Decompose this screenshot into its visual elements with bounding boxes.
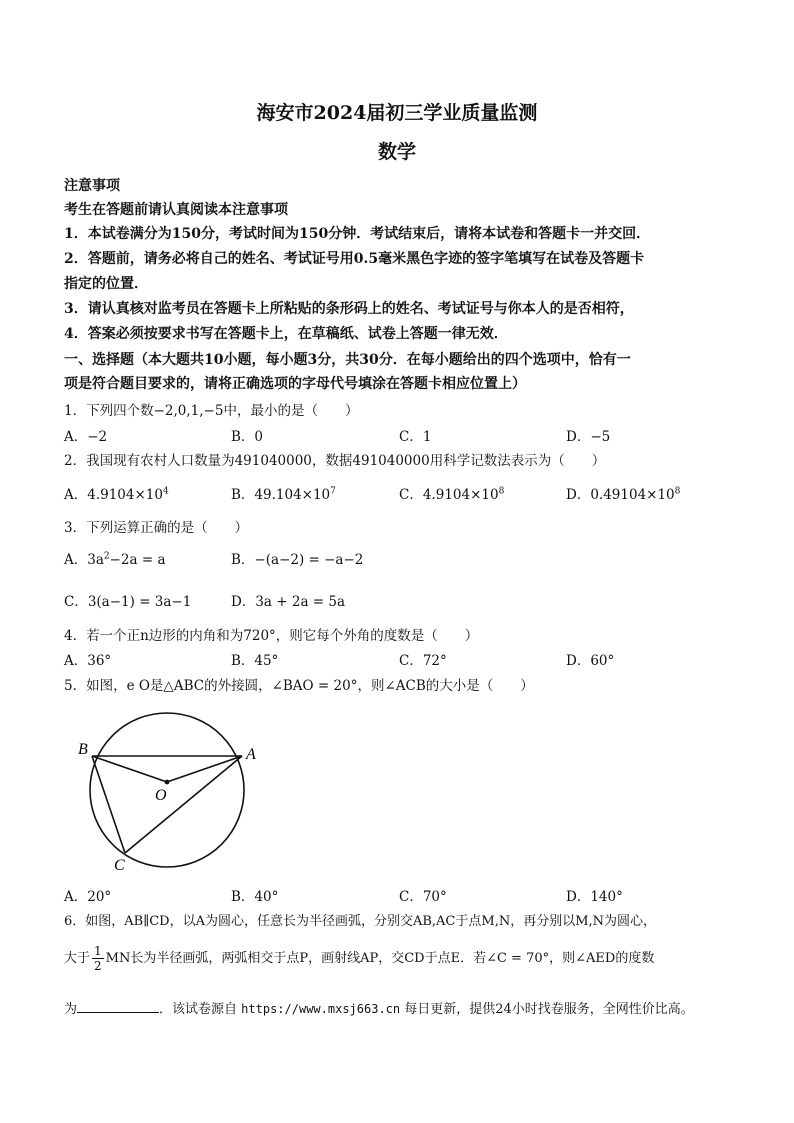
question-6-line1: 6．如图，AB∥CD，以A为圆心，任意长为半径画弧，分别交AB,AC于点M,N，再分别以M,N为圆心， xyxy=(64,914,657,929)
q1-option-b: B．0 xyxy=(231,429,264,445)
notice-item: 1．本试卷满分为150分，考试时间为150分钟．考试结束后，请将本试卷和答题卡一并交回． xyxy=(64,226,651,242)
q3-option-a: A．$3a^2-2a = a$ xyxy=(64,551,166,568)
segment-ao xyxy=(167,756,242,782)
notice-intro: 考生在答题前请认真阅读本注意事项 xyxy=(64,202,288,218)
chord-ac xyxy=(125,756,242,853)
q5-option-d: D．140° xyxy=(566,889,623,905)
q2-option-d: D．$0.49104\times 10^8$ xyxy=(566,486,681,503)
label-c: C xyxy=(114,857,125,874)
q3-option-c: C．3(a−1) = 3a−1 xyxy=(64,594,192,610)
notice-item: 2．答题前，请务必将自己的姓名、考试证号用0.5毫米黑色字迹的签字笔填写在试卷及答题卡 xyxy=(64,251,645,267)
chord-bc xyxy=(92,756,125,853)
exam-title: 海安市2024届初三学业质量监测 xyxy=(256,102,538,124)
circle-figure xyxy=(70,700,270,880)
q2-option-b: B．$49.104\times 10^7$ xyxy=(231,486,336,503)
section-heading: 项是符合题目要求的，请将正确选项的字母代号填涂在答题卡相应位置上） xyxy=(64,376,526,392)
segment-bo xyxy=(92,756,167,782)
label-a: A xyxy=(246,746,256,763)
question-6-line2: 大于 $\frac{1}{2}$ MN长为半径画弧，两弧相交于点P，画射线AP，交CD于点E．若∠C = 70°，则∠AED的度数 xyxy=(64,944,655,973)
circumcircle xyxy=(90,713,244,867)
question-5-stem: 5．如图，e O是△ABC的外接圆，∠BAO = 20°，则∠ACB的大小是（ ） xyxy=(64,678,534,694)
q4-option-a: A．36° xyxy=(64,653,112,669)
exam-subject: 数学 xyxy=(377,141,416,163)
question-6-line3: 为 ．该试卷源自 https://www.mxsj663.cn 每日更新，提供24小时找卷服务，全网性价比高。 xyxy=(64,1002,694,1017)
fraction-one-half: $\frac{1}{2}$ xyxy=(94,944,102,973)
q5-option-a: A．20° xyxy=(64,889,112,905)
question-2-stem: 2．我国现有农村人口数量为491040000，数据491040000用科学记数法表示为（ ） xyxy=(64,453,606,469)
q1-option-a: A．−2 xyxy=(64,429,108,445)
notice-item: 3．请认真核对监考员在答题卡上所粘贴的条形码上的姓名、考试证号与你本人的是否相符， xyxy=(64,301,634,317)
question-3-stem: 3．下列运算正确的是（ ） xyxy=(64,520,249,536)
label-o: O xyxy=(155,787,167,804)
source-url: https://www.mxsj663.cn xyxy=(241,1002,401,1016)
notice-item: 指定的位置． xyxy=(64,276,148,292)
q2-option-c: C．$4.9104\times 10^8$ xyxy=(399,486,505,503)
q5-option-b: B．40° xyxy=(231,889,279,905)
q5-option-c: C．70° xyxy=(399,889,447,905)
q4-option-c: C．72° xyxy=(399,653,447,669)
label-b: B xyxy=(78,741,88,758)
notice-heading: 注意事项 xyxy=(64,178,120,194)
question-1-stem: 1．下列四个数−2,0,1,−5中，最小的是（ ） xyxy=(64,403,359,419)
answer-blank xyxy=(77,1000,159,1013)
question-4-stem: 4．若一个正n边形的内角和为720°，则它每个外角的度数是（ ） xyxy=(64,628,479,644)
center-point-o xyxy=(165,780,170,785)
notice-item: 4．答案必须按要求书写在答题卡上，在草稿纸、试卷上答题一律无效． xyxy=(64,326,508,342)
q4-option-d: D．60° xyxy=(566,653,615,669)
q4-option-b: B．45° xyxy=(231,653,279,669)
q1-option-d: D．−5 xyxy=(566,429,611,445)
q1-option-c: C．1 xyxy=(399,429,432,445)
q3-option-b: B．−(a−2) = −a−2 xyxy=(231,552,364,568)
q3-option-d: D．3a + 2a = 5a xyxy=(231,594,346,610)
q2-option-a: A．$4.9104\times 10^4$ xyxy=(64,486,169,503)
section-heading: 一、选择题（本大题共10小题，每小题3分，共30分．在每小题给出的四个选项中，恰有一 xyxy=(64,352,631,368)
